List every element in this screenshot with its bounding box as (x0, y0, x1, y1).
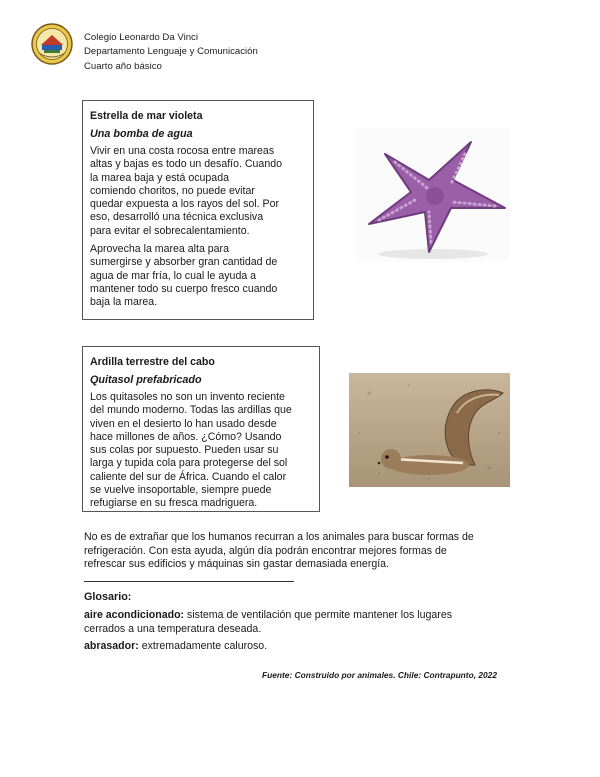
text-line: Vivir en una costa rocosa entre mareas (90, 145, 275, 157)
text-line: sumergirse y absorber gran cantidad de (90, 256, 278, 269)
starfish-image (355, 128, 510, 262)
text-line: quedar expuesta a los rayos del sol. Por (90, 198, 280, 211)
text-line: refrescar sus edificios y máquinas sin gastar demasiada energía. (84, 558, 390, 571)
text-line: refrigeración. Con esta ayuda, algún día podrán encontrar mejores formas de (84, 544, 447, 557)
text-line: altas y bajas es todo un desafío. Cuando (90, 158, 282, 171)
section-subtitle: Una bomba de agua (90, 128, 193, 140)
text-line: No es de extrañar que los humanos recurran a los animales para buscar formas de (84, 531, 474, 543)
divider (84, 581, 294, 582)
glossary-entry (84, 609, 452, 636)
text-line: larga y tupida cola para protegerse del sol (90, 457, 288, 470)
section-paragraph (90, 243, 314, 309)
text-line: sus colas por supuesto. Pueden usar su (90, 444, 279, 457)
text-line: para evitar el sobrecalentamiento. (90, 224, 250, 237)
glossary-title: Glosario: (84, 591, 132, 603)
section-paragraph (90, 391, 314, 511)
closing-paragraph (84, 531, 474, 572)
section-title: Estrella de mar violeta (90, 110, 203, 122)
section-subtitle: Quitasol prefabricado (90, 374, 202, 386)
glossary-definition: sistema de ventilación que permite mantener los lugares (184, 609, 453, 621)
text-line: agua de mar fría, lo cual le ayuda a (90, 269, 257, 282)
text-line: eso, desarrolló una técnica exclusiva (90, 211, 264, 224)
glossary-entry (84, 640, 267, 654)
school-name: Colegio Leonardo Da Vinci (84, 32, 198, 43)
text-line: caliente del sur de África. Cuando el calor (90, 470, 287, 483)
source-citation: Fuente: Construido por animales. Chile: Contrapunto, 2022 (262, 670, 497, 680)
starfish-text-box (82, 100, 314, 320)
text-line: refugiarse en su fresca madriguera. (90, 497, 258, 510)
text-line: mantener todo su cuerpo fresco cuando (90, 282, 278, 295)
text-line: del mundo moderno. Todas las ardillas que (90, 404, 292, 417)
text-line: hace millones de años. ¿Cómo? Usando (90, 430, 282, 443)
glossary-definition: extremadamente caluroso. (138, 640, 268, 652)
glossary-term: aire acondicionado: (84, 609, 185, 621)
grade-level: Cuarto año básico (84, 60, 162, 72)
text-line: viven en el desierto lo han usado desde (90, 417, 277, 430)
text-line: Aprovecha la marea alta para (90, 243, 229, 256)
department-name: Departamento Lenguaje y Comunicación (84, 46, 258, 58)
school-header (84, 31, 258, 74)
squirrel-text-box (82, 346, 320, 512)
text-line: baja la marea. (90, 296, 158, 309)
school-logo-icon (31, 23, 73, 65)
text-line: Los quitasoles no son un invento reciente (90, 391, 285, 403)
glossary-definition: cerrados a una temperatura deseada. (84, 622, 262, 635)
text-line: comiendo choritos, no puede evitar (90, 184, 255, 197)
section-paragraph (90, 145, 314, 238)
text-line: la marea baja y está ocupada (90, 171, 229, 184)
glossary-term: abrasador: (84, 640, 139, 652)
squirrel-image (349, 373, 510, 487)
text-line: se vuelve insoportable, siempre puede (90, 484, 272, 497)
section-title: Ardilla terrestre del cabo (90, 356, 215, 368)
